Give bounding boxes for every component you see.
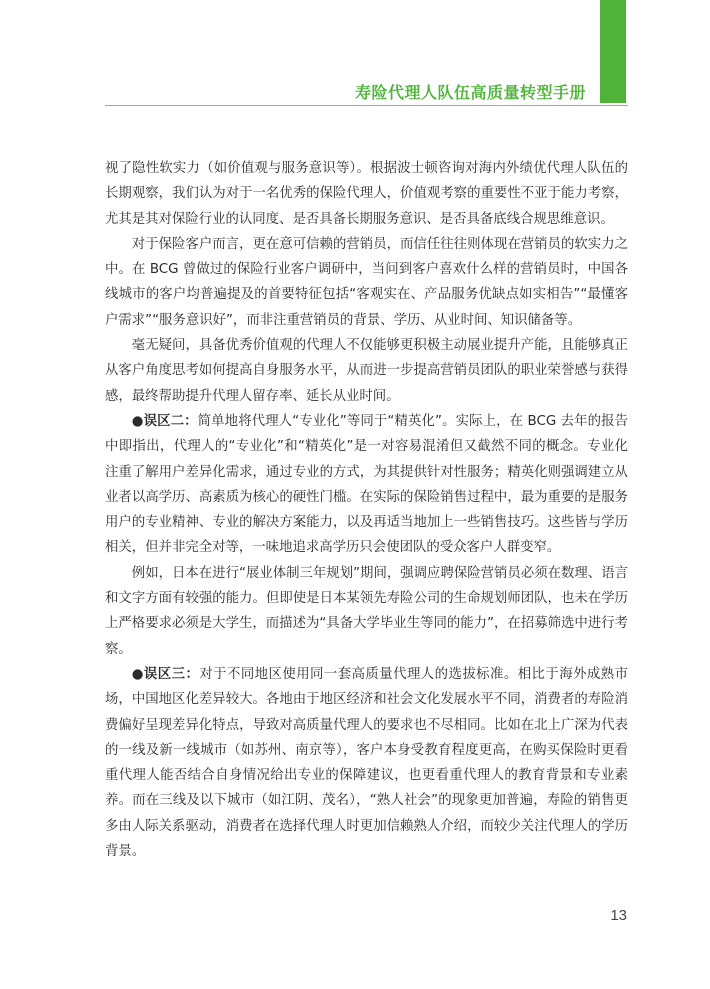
body-text (105, 156, 628, 864)
paragraph-6 (105, 662, 628, 864)
page-number: 13 (610, 907, 627, 924)
paragraph-text: 对于不同地区使用同一套高质量代理人的选拔标准。相比于海外成熟市场，中国地区化差异较大。各地由于地区经济和社会文化发展水平不同，消费者的寿险消费偏好呈现差异化特点，导致对高质量代理人的要求也不尽相同。比如在北上广深为代表的一线及新一线城市（如苏州、南京等），客户本身受教育程度更高，在购买保险时更看重代理人能否结合自身情况给出专业的保障建议，也更看重代理人的教育背景和专业素养。而在三线及以下城市（如江阴、茂名），“熟人社会”的现象更加普遍，寿险的销售更多由人际关系驱动，消费者在选择代理人时更加信赖熟人介绍，而较少关注代理人的学历背景。 (105, 666, 628, 860)
header-accent-bar (600, 0, 626, 103)
paragraph-text: 毫无疑问，具备优秀价值观的代理人不仅能够更积极主动展业提升产能，且能够真正从客户角度思考如何提高自身服务水平，从而进一步提高营销员团队的职业荣誉感与获得感，最终帮助提升代理人留存率、延长从业时间。 (105, 338, 628, 404)
paragraph-text: 简单地将代理人“专业化”等同于“精英化”。实际上，在 BCG 去年的报告中即指出，代理人的“专业化”和“精英化”是一对容易混淆但又截然不同的概念。专业化注重了解用户差异化需求，通过专业的方式，为其提供针对性服务；精英化则强调建立从业者以高学历、高素质为核心的硬性门槛。在实际的保险销售过程中，最为重要的是服务用户的专业精神、专业的解决方案能力，以及再适当地加上一些销售技巧。这些皆与学历相关，但并非完全对等，一味地追求高学历只会使团队的受众客户人群变窄。 (105, 413, 629, 556)
paragraph-text: 视了隐性软实力（如价值观与服务意识等）。根据波士顿咨询对海内外绩优代理人队伍的长期观察，我们认为对于一名优秀的保险代理人，价值观考察的重要性不亚于能力考察，尤其是其对保险行业的认同度、是否具备长期服务意识、是否具备底线合规思维意识。 (105, 161, 628, 227)
paragraph-3 (105, 333, 628, 409)
paragraph-text: 对于保险客户而言，更在意可信赖的营销员，而信任往往则体现在营销员的软实力之中。在 BCG 曾做过的保险行业客户调研中，当问到客户喜欢什么样的营销员时，中国各线城市的客户均普遍提及的首要特征包括“客观实在、产品服务优缺点如实相告”“最懂客户需求”“服务意识好”，而非注重营销员的背景、学历、从业时间、知识储备等。 (105, 236, 628, 328)
paragraph-text: 例如，日本在进行“展业体制三年规划”期间，强调应聘保险营销员必须在数理、语言和文字方面有较强的能力。但即使是日本某领先寿险公司的生命规划师团队，也未在学历上严格要求必须是大学生，而描述为“具备大学毕业生等同的能力”，在招募筛选中进行考察。 (105, 565, 628, 657)
paragraph-4 (105, 409, 628, 561)
running-header-title: 寿险代理人队伍高质量转型手册 (354, 83, 586, 102)
paragraph-2 (105, 232, 628, 333)
misconception-3-label: ●误区三： (131, 666, 200, 682)
misconception-2-label: ●误区二： (131, 413, 198, 429)
paragraph-1 (105, 156, 628, 232)
header-divider (105, 105, 628, 106)
paragraph-5 (105, 561, 628, 662)
